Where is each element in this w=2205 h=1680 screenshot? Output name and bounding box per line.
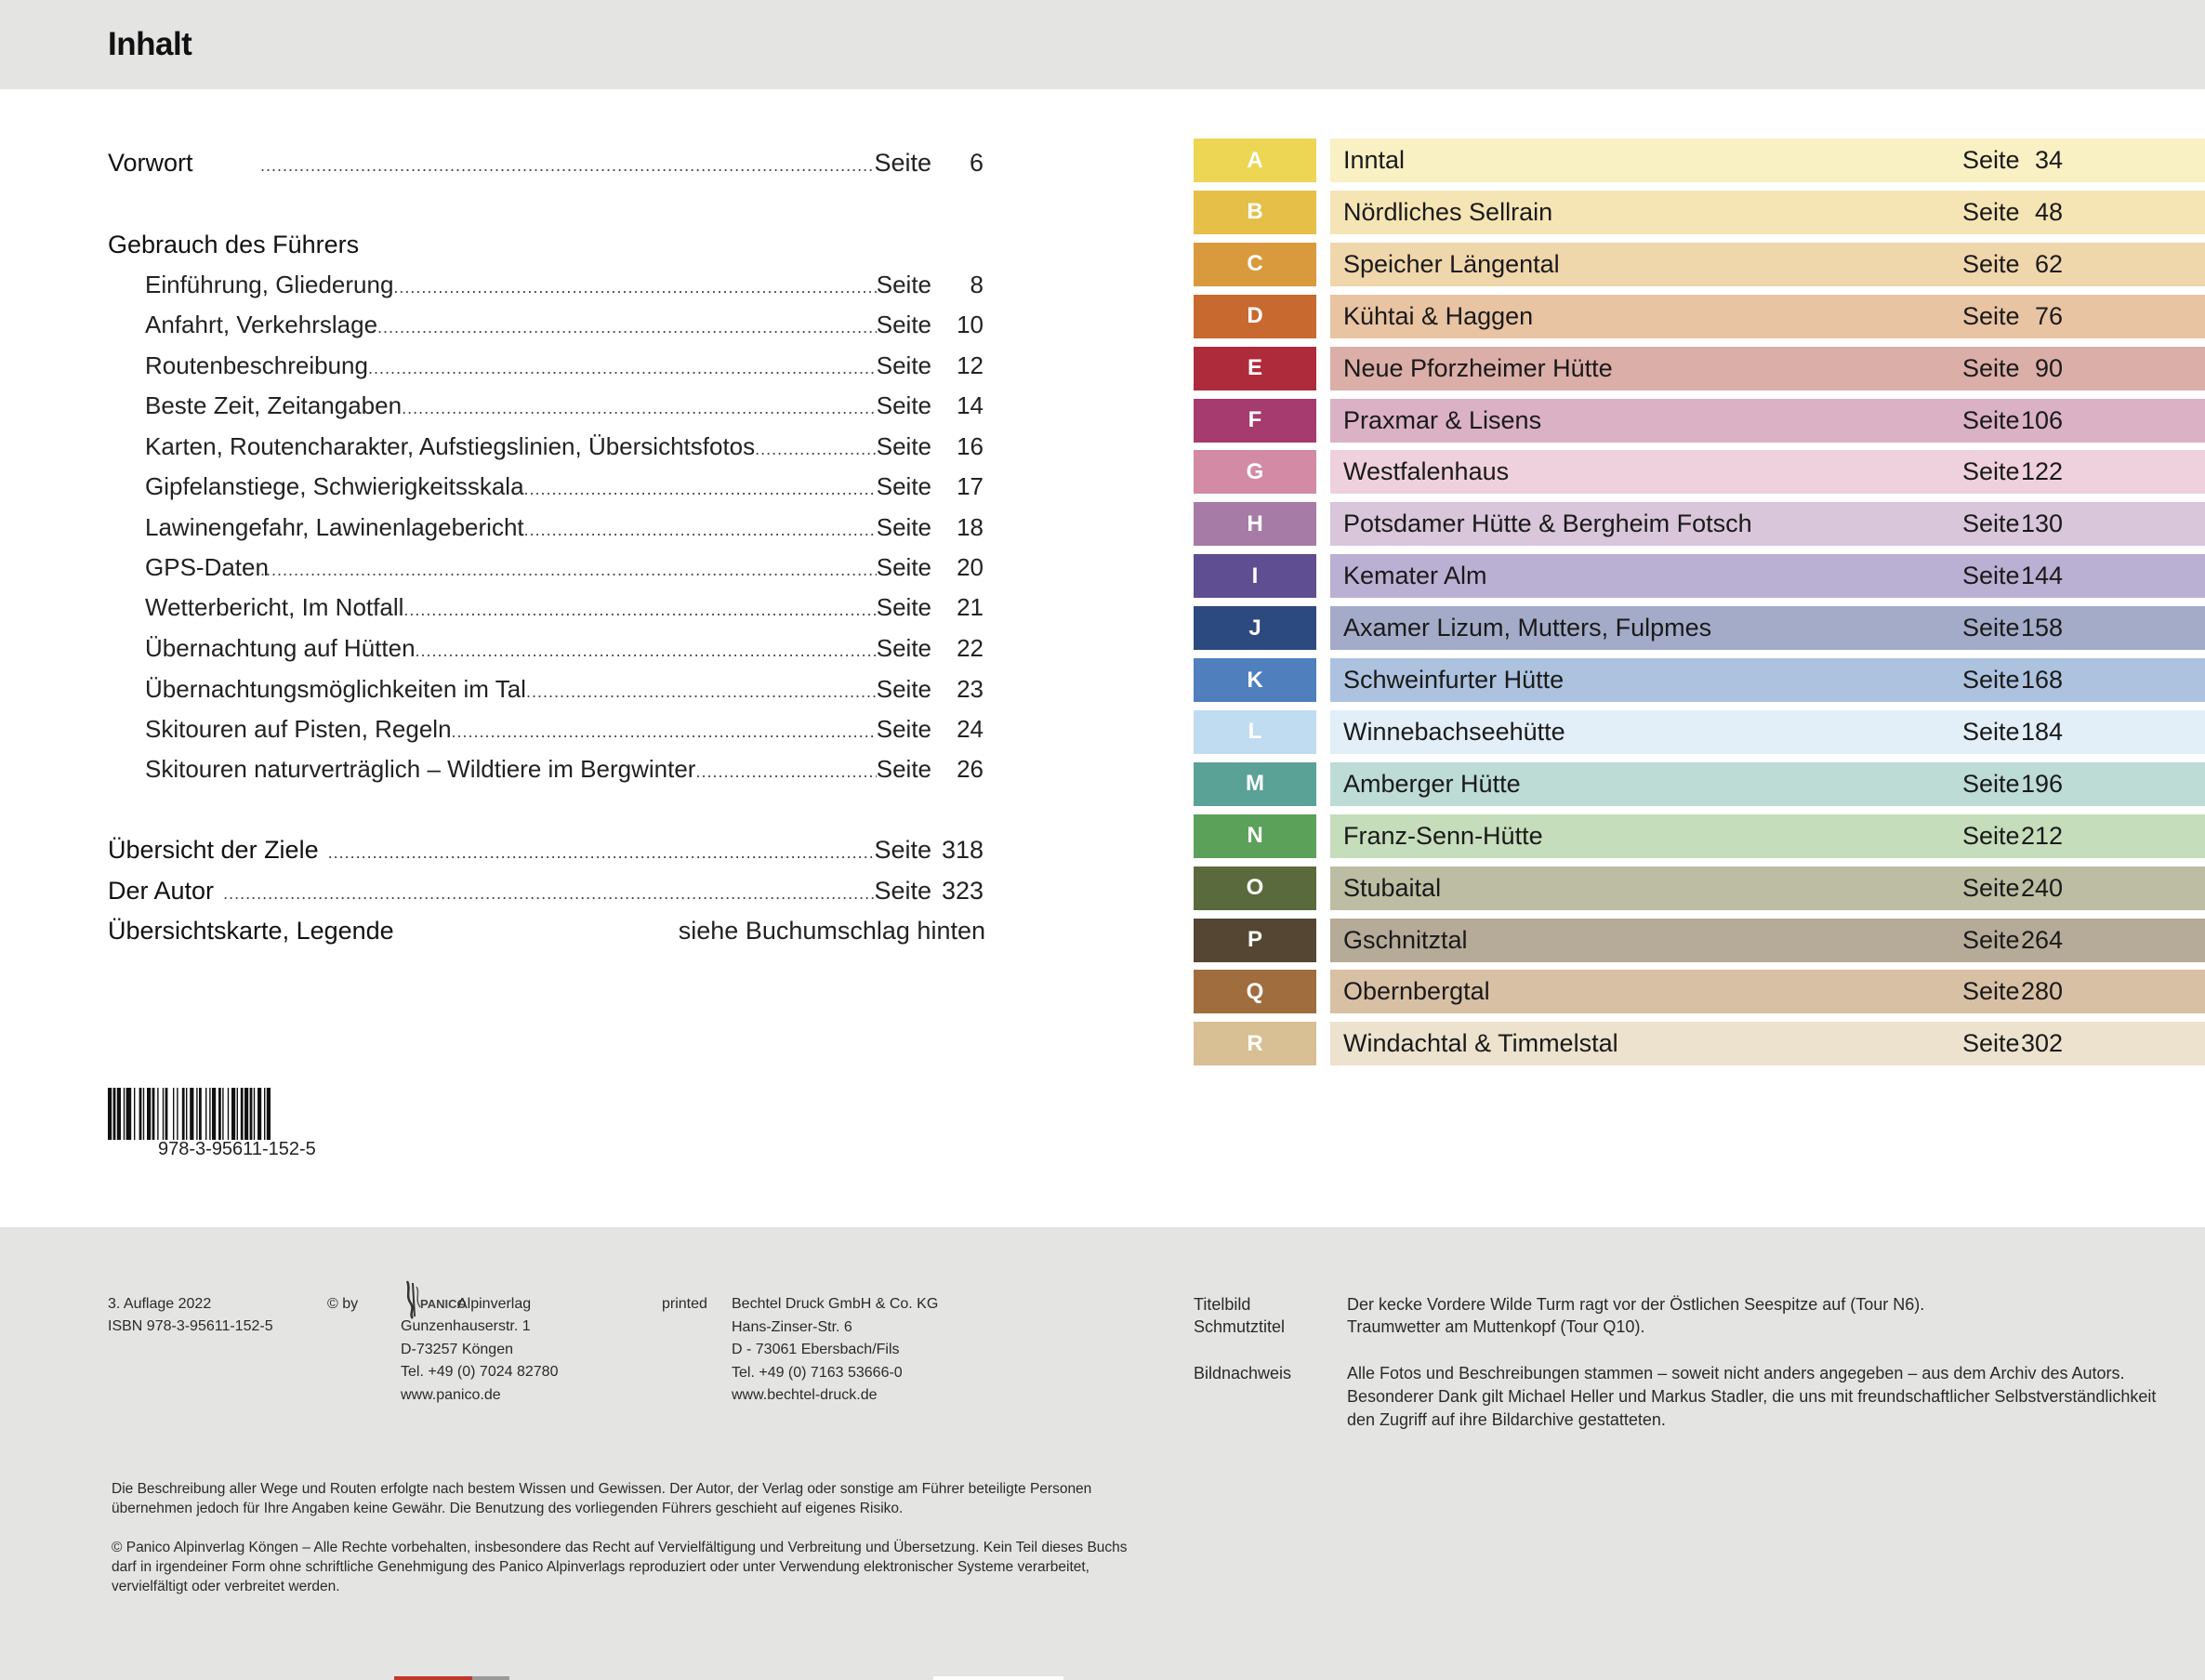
- section-letter-tab: G: [1194, 450, 1316, 494]
- leader-dots: [526, 682, 877, 702]
- section-page-number: 212: [2020, 821, 2063, 850]
- section-letter-tab: O: [1194, 866, 1316, 910]
- section-name: Speicher Längental: [1343, 249, 1560, 278]
- toc-page-number: 318: [941, 836, 984, 864]
- section-name: Obernbergtal: [1343, 977, 1490, 1006]
- barcode-bar: [173, 1088, 174, 1140]
- barcode-bar: [244, 1088, 248, 1140]
- section-seite-label: Seite: [1962, 821, 2020, 850]
- section-seite-label: Seite: [1962, 614, 2020, 642]
- bildnachweis-label: Bildnachweis: [1194, 1364, 1292, 1382]
- toc-subentry[interactable]: [145, 351, 984, 389]
- text-line: den Zugriff auf ihre Bildarchive gestatteten.: [1347, 1410, 1666, 1429]
- section-seite-label: Seite: [1962, 873, 2020, 902]
- toc-page-number: 14: [957, 391, 984, 419]
- barcode-bar: [177, 1088, 178, 1140]
- section-letter-tab: L: [1194, 710, 1316, 754]
- section-letter-tab: I: [1194, 554, 1316, 598]
- section-page-number: 48: [2034, 197, 2063, 226]
- text-line: www.bechtel-druck.de: [732, 1387, 878, 1403]
- section-row[interactable]: [1194, 347, 2205, 390]
- barcode-bar: [196, 1088, 197, 1140]
- toc-page-number: 17: [957, 472, 984, 500]
- section-page-number: 158: [2020, 614, 2063, 642]
- leader-dots: [377, 318, 877, 337]
- toc-heading-gebrauch: Gebrauch des Führers: [108, 231, 360, 258]
- leader-dots: [260, 156, 874, 176]
- section-letter-tab: P: [1194, 919, 1316, 962]
- barcode-bar: [237, 1088, 238, 1140]
- barcode-bar: [228, 1088, 229, 1140]
- barcode-bar: [199, 1088, 202, 1140]
- titelbild-label: Titelbild: [1194, 1295, 1251, 1314]
- text-line: Hans-Zinser-Str. 6: [732, 1318, 852, 1335]
- toc-entry-label: Anfahrt, Verkehrslage: [145, 311, 378, 338]
- section-page-number: 168: [2020, 666, 2063, 694]
- barcode-bar: [264, 1088, 265, 1140]
- section-row[interactable]: [1194, 762, 2205, 806]
- barcode-bar: [209, 1088, 210, 1140]
- section-seite-label: Seite: [1962, 353, 2020, 382]
- toc-seite-label: Seite: [876, 634, 931, 662]
- toc-entry-label: Übernachtung auf Hütten: [145, 634, 416, 662]
- edge-mark: [933, 1676, 1063, 1680]
- text-line: übernehmen jedoch für Ihre Angaben keine Gewähr. Die Benutzung des vorliegenden Führers geschieht auf eigenes Risiko.: [112, 1501, 904, 1516]
- text-line: Bechtel Druck GmbH & Co. KG: [732, 1296, 939, 1312]
- barcode-bar: [257, 1088, 261, 1140]
- toc-entry-label: Skitouren auf Pisten, Regeln: [145, 715, 452, 743]
- section-name: Amberger Hütte: [1343, 769, 1521, 798]
- section-row[interactable]: [1194, 554, 2205, 598]
- toc-entry-label: Gipfelanstiege, Schwierigkeitsskala: [145, 472, 524, 500]
- isbn-text: ISBN 978-3-95611-152-5: [108, 1318, 273, 1334]
- toc-page-number: 323: [941, 877, 984, 905]
- section-page-number: 184: [2020, 717, 2063, 746]
- text-line: D-73257 Köngen: [401, 1341, 513, 1357]
- toc-entry-label: Übernachtungsmöglichkeiten im Tal: [145, 675, 526, 703]
- leader-dots: [524, 521, 877, 540]
- barcode-bar: [152, 1088, 155, 1140]
- toc-seite-label: Seite: [876, 675, 931, 703]
- toc-entry-uebersicht[interactable]: [108, 836, 984, 873]
- toc-entry-label: Karten, Routencharakter, Aufstiegslinien, Übersichtsfotos: [145, 432, 756, 460]
- toc-entry-label: Wetterbericht, Im Notfall: [145, 593, 404, 621]
- toc-seite-label: Seite: [876, 351, 931, 379]
- section-name: Winnebachseehütte: [1343, 717, 1565, 746]
- section-bar: [1330, 295, 2205, 338]
- barcode-bar: [134, 1088, 135, 1140]
- text-line: darf in irgendeiner Form ohne schriftliche Genehmigung des Panico Alpinverlags reproduziert oder unter Verwendung elektronischer Systeme verarbeitet,: [112, 1559, 1089, 1575]
- section-bar: [1330, 450, 2205, 494]
- section-row[interactable]: [1194, 970, 2205, 1013]
- barcode-bar: [165, 1088, 168, 1140]
- toc-page-number: 21: [957, 593, 984, 621]
- text-line: Gunzenhauserstr. 1: [401, 1318, 531, 1334]
- barcode-bar: [182, 1088, 185, 1140]
- section-row[interactable]: [1194, 399, 2205, 443]
- toc-page-number: 10: [957, 311, 984, 338]
- section-bar: [1330, 191, 2205, 234]
- toc-entry-label: Übersichtskarte, Legende: [108, 917, 394, 945]
- edge-mark: [394, 1676, 472, 1680]
- section-page-number: 144: [2020, 562, 2063, 590]
- section-bar: [1330, 710, 2205, 754]
- toc-seite-label: Seite: [874, 877, 931, 905]
- barcode-bar: [147, 1088, 151, 1140]
- leader-dots: [393, 278, 876, 298]
- toc-seite-label: Seite: [874, 149, 931, 177]
- leader-dots: [223, 884, 874, 904]
- section-page-number: 122: [2020, 457, 2063, 486]
- toc-subentry[interactable]: [145, 513, 984, 550]
- barcode-bar: [117, 1088, 121, 1140]
- toc-page-number: 18: [957, 513, 984, 541]
- toc-entry-label: Skitouren naturverträglich – Wildtiere im Bergwinter: [145, 755, 696, 783]
- section-name: Windachtal & Timmelstal: [1343, 1029, 1618, 1058]
- section-seite-label: Seite: [1962, 666, 2020, 694]
- copyright-by-text: © by: [327, 1296, 359, 1312]
- toc-subentry[interactable]: [145, 675, 984, 712]
- toc-entry-label: Beste Zeit, Zeitangaben: [145, 391, 403, 419]
- section-page-number: 34: [2034, 146, 2063, 174]
- section-bar: [1330, 762, 2205, 806]
- section-letter-tab: J: [1194, 606, 1316, 650]
- toc-subentry[interactable]: [145, 472, 984, 509]
- section-letter-tab: D: [1194, 295, 1316, 338]
- toc-page-number: 6: [969, 149, 984, 177]
- toc-subentry[interactable]: [145, 715, 984, 752]
- section-page-number: 264: [2020, 925, 2063, 954]
- toc-seite-label: Seite: [876, 432, 931, 460]
- section-bar: [1330, 1022, 2205, 1065]
- toc-page-number: 8: [970, 271, 984, 298]
- section-bar: [1330, 814, 2205, 858]
- barcode-bar: [124, 1088, 125, 1140]
- section-name: Nördliches Sellrain: [1343, 197, 1553, 226]
- section-letter-tab: Q: [1194, 970, 1316, 1013]
- barcode-bar: [186, 1088, 187, 1140]
- section-page-number: 130: [2020, 509, 2063, 538]
- section-seite-label: Seite: [1962, 301, 2020, 330]
- leader-dots: [260, 561, 877, 580]
- section-letter-tab: K: [1194, 658, 1316, 702]
- section-name: Franz-Senn-Hütte: [1343, 821, 1543, 850]
- toc-seite-label: Seite: [876, 311, 931, 338]
- toc-subentry[interactable]: [145, 553, 984, 590]
- titelbild-text: Der kecke Vordere Wilde Turm ragt vor der Östlichen Seespitze auf (Tour N6).: [1347, 1295, 1925, 1314]
- text-line: D - 73061 Ebersbach/Fils: [732, 1342, 900, 1357]
- section-row[interactable]: [1194, 710, 2205, 754]
- toc-seite-label: Seite: [876, 271, 931, 298]
- section-bar: [1330, 399, 2205, 443]
- toc-entry-label: Der Autor: [108, 877, 215, 905]
- toc-entry-label: Lawinengefahr, Lawinenlagebericht: [145, 513, 524, 541]
- text-line: www.panico.de: [401, 1386, 501, 1403]
- leader-dots: [328, 843, 875, 863]
- toc-seite-label: Seite: [874, 836, 931, 864]
- section-page-number: 196: [2020, 769, 2063, 798]
- section-row[interactable]: [1194, 866, 2205, 910]
- section-page-number: 240: [2020, 873, 2063, 902]
- leader-dots: [403, 601, 876, 620]
- section-bar: [1330, 919, 2205, 962]
- leader-dots: [452, 722, 877, 742]
- section-letter-tab: E: [1194, 347, 1316, 390]
- text-line: Tel. +49 (0) 7024 82780: [401, 1364, 559, 1380]
- edition-text: 3. Auflage 2022: [108, 1296, 212, 1312]
- toc-seite-label: Seite: [876, 391, 931, 419]
- section-bar: [1330, 347, 2205, 390]
- toc-seite-label: Seite: [876, 715, 931, 743]
- section-letter-tab: B: [1194, 191, 1316, 234]
- leader-dots: [416, 642, 877, 661]
- section-name: Schweinfurter Hütte: [1343, 666, 1565, 694]
- section-page-number: 62: [2034, 249, 2063, 278]
- section-row[interactable]: [1194, 450, 2205, 494]
- toc-subentry[interactable]: [145, 755, 984, 792]
- text-line: Die Beschreibung aller Wege und Routen erfolgte nach bestem Wissen und Gewissen. Der Autor, der Verlag oder sonstige am Führer beteiligte Personen: [112, 1481, 1092, 1497]
- section-letter-tab: A: [1194, 139, 1316, 182]
- section-letter-tab: H: [1194, 502, 1316, 546]
- toc-reference-text: siehe Buchumschlag hinten: [678, 917, 985, 945]
- section-page-number: 76: [2034, 301, 2063, 330]
- schmutztitel-text: Traumwetter am Muttenkopf (Tour Q10).: [1347, 1317, 1645, 1336]
- barcode-bar: [143, 1088, 144, 1140]
- toc-subentry[interactable]: [145, 432, 984, 470]
- barcode-isbn-text: 978-3-95611-152-5: [158, 1139, 316, 1159]
- barcode-bar: [113, 1088, 116, 1140]
- section-row[interactable]: [1194, 658, 2205, 702]
- barcode-bar: [222, 1088, 223, 1140]
- section-seite-label: Seite: [1962, 509, 2020, 538]
- schmutztitel-label: Schmutztitel: [1194, 1317, 1286, 1336]
- section-name: Potsdamer Hütte & Bergheim Fotsch: [1343, 509, 1752, 538]
- barcode-bar: [218, 1088, 221, 1140]
- section-bar: [1330, 139, 2205, 182]
- section-seite-label: Seite: [1962, 1029, 2020, 1058]
- toc-subentry[interactable]: [145, 271, 984, 308]
- barcode-bar: [254, 1088, 255, 1140]
- section-row[interactable]: [1194, 295, 2205, 338]
- toc-seite-label: Seite: [876, 513, 931, 541]
- text-line: Besonderer Dank gilt Michael Heller und Markus Stadler, die uns mit freundschaftlicher Selbstverständlichkeit: [1347, 1387, 2157, 1406]
- toc-subentry[interactable]: [145, 634, 984, 671]
- text-line: Tel. +49 (0) 7163 53666-0: [732, 1364, 903, 1381]
- page-title: Inhalt: [108, 26, 192, 62]
- toc-entry-label: Vorwort: [108, 149, 193, 177]
- section-row[interactable]: [1194, 1022, 2205, 1065]
- toc-page-number: 23: [957, 675, 984, 703]
- section-name: Inntal: [1343, 146, 1406, 174]
- toc-entry-autor[interactable]: [108, 877, 984, 914]
- section-letter-tab: C: [1194, 243, 1316, 286]
- section-letter-tab: M: [1194, 762, 1316, 806]
- text-line: © Panico Alpinverlag Köngen – Alle Rechte vorbehalten, insbesondere das Recht auf Vervielfältigung und Verbreitung und Übersetzung. Kein Teil dieses Buchs: [112, 1540, 1128, 1555]
- section-row[interactable]: [1194, 919, 2205, 962]
- section-bar: [1330, 866, 2205, 910]
- toc-page-number: 12: [957, 351, 984, 379]
- edge-mark: [472, 1676, 509, 1680]
- section-row[interactable]: [1194, 139, 2205, 182]
- section-bar: [1330, 658, 2205, 702]
- toc-subentry[interactable]: [145, 311, 984, 348]
- section-seite-label: Seite: [1962, 197, 2020, 226]
- leader-dots: [755, 440, 877, 459]
- barcode-bar: [126, 1088, 132, 1140]
- leader-dots: [695, 762, 876, 782]
- leader-dots: [368, 359, 877, 378]
- toc-page-number: 24: [957, 715, 984, 743]
- toc-page-number: 26: [957, 755, 984, 783]
- section-name: Axamer Lizum, Mutters, Fulpmes: [1343, 614, 1712, 642]
- section-bar: [1330, 243, 2205, 286]
- toc-seite-label: Seite: [876, 472, 931, 500]
- barcode-bar: [267, 1088, 271, 1140]
- barcode-bar: [250, 1088, 253, 1140]
- toc-page-number: 22: [957, 634, 984, 662]
- section-page-number: 106: [2020, 405, 2063, 434]
- section-bar: [1330, 502, 2205, 546]
- leader-dots: [524, 480, 877, 499]
- section-bar: [1330, 606, 2205, 650]
- section-seite-label: Seite: [1962, 717, 2020, 746]
- text-line: Alle Fotos und Beschreibungen stammen – soweit nicht anders angegeben – aus dem Archiv des Autors.: [1347, 1364, 2125, 1382]
- section-page-number: 280: [2020, 977, 2063, 1006]
- leader-dots: [402, 399, 877, 418]
- toc-subentry[interactable]: [145, 593, 984, 630]
- section-name: Praxmar & Lisens: [1343, 405, 1542, 434]
- toc-entry-karte[interactable]: [108, 917, 985, 954]
- section-letter-tab: R: [1194, 1022, 1316, 1065]
- toc-entry-label: Routenbeschreibung: [145, 351, 368, 379]
- section-seite-label: Seite: [1962, 562, 2020, 590]
- barcode-bar: [190, 1088, 193, 1140]
- toc-entry-label: Übersicht der Ziele: [108, 836, 319, 864]
- publisher-logo-text: PANICO: [420, 1297, 467, 1311]
- printed-label: printed: [662, 1296, 707, 1312]
- publisher-name: Alpinverlag: [457, 1296, 532, 1312]
- section-letter-tab: F: [1194, 399, 1316, 443]
- section-seite-label: Seite: [1962, 405, 2020, 434]
- barcode-bar: [212, 1088, 216, 1140]
- section-name: Gschnitztal: [1343, 925, 1468, 954]
- section-name: Stubaital: [1343, 873, 1442, 902]
- section-seite-label: Seite: [1962, 769, 2020, 798]
- section-name: Neue Pforzheimer Hütte: [1343, 353, 1613, 382]
- section-row[interactable]: [1194, 814, 2205, 858]
- barcode-bar: [139, 1088, 142, 1140]
- header-band: [0, 0, 2205, 89]
- toc-seite-label: Seite: [876, 593, 931, 621]
- section-page-number: 90: [2034, 353, 2063, 382]
- toc-entry-label: Einführung, Gliederung: [145, 271, 394, 298]
- section-seite-label: Seite: [1962, 146, 2020, 174]
- barcode-bar: [205, 1088, 206, 1140]
- section-name: Kühtai & Haggen: [1343, 301, 1534, 330]
- section-letter-tab: N: [1194, 814, 1316, 858]
- section-bar: [1330, 554, 2205, 598]
- toc-subentry[interactable]: [145, 391, 984, 429]
- barcode-bar: [163, 1088, 164, 1140]
- section-row[interactable]: [1194, 502, 2205, 546]
- isbn-barcode: [108, 1088, 396, 1140]
- toc-seite-label: Seite: [876, 755, 931, 783]
- section-name: Kemater Alm: [1343, 562, 1487, 590]
- barcode-bar: [108, 1088, 112, 1140]
- barcode-bar: [157, 1088, 158, 1140]
- section-row[interactable]: [1194, 191, 2205, 234]
- section-bar: [1330, 970, 2205, 1013]
- section-row[interactable]: [1194, 606, 2205, 650]
- barcode-bar: [241, 1088, 244, 1140]
- section-seite-label: Seite: [1962, 977, 2020, 1006]
- toc-entry-vorwort[interactable]: [108, 149, 984, 186]
- text-line: vervielfältigt oder verbreitet werden.: [112, 1579, 340, 1594]
- section-seite-label: Seite: [1962, 457, 2020, 486]
- section-page-number: 302: [2020, 1029, 2063, 1058]
- toc-page-number: 20: [957, 553, 984, 581]
- barcode-bar: [231, 1088, 235, 1140]
- toc-page-number: 16: [957, 432, 984, 460]
- toc-entry-label: GPS-Daten: [145, 553, 269, 581]
- section-seite-label: Seite: [1962, 249, 2020, 278]
- section-name: Westfalenhaus: [1343, 457, 1510, 486]
- toc-seite-label: Seite: [876, 553, 931, 581]
- section-seite-label: Seite: [1962, 925, 2020, 954]
- section-row[interactable]: [1194, 243, 2205, 286]
